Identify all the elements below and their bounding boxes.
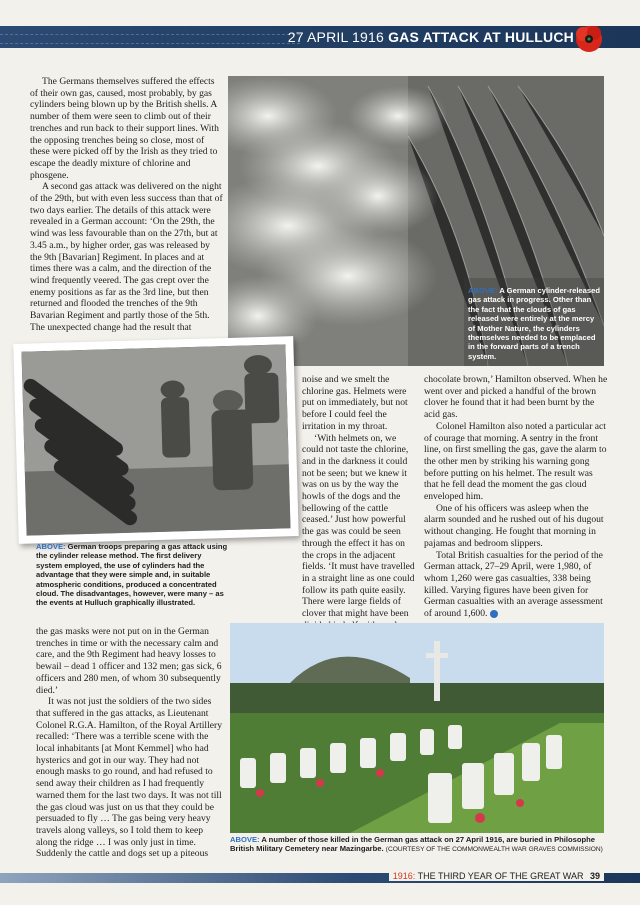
- caption-text: A number of those killed in the German gas attack on 27 April 1916, are buried in Philosophe British Military Cemetery near Mazingarbe.: [230, 835, 596, 854]
- caption-label: ABOVE:: [230, 835, 260, 844]
- paragraph: noise and we smelt the chlorine gas. Helmets were put on immediately, but not before I could feel the irritation in my throat.: [302, 374, 408, 432]
- footer: [389, 871, 604, 881]
- photo3-caption: [230, 835, 606, 855]
- paragraph: the gas masks were not put on in the German trenches in time or with the necessary calm and care, and the 9th Regiment had heavy losses to bewail – dead 1 officer and 132 men; gas sick, 6 officers and 280 men, of whom 30 subsequently died.’: [36, 626, 222, 696]
- column-1: [30, 76, 224, 333]
- caption-text: A German cylinder-released gas attack in progress. Other than the fact that the clouds of gas released were entirely at the mercy of Mother Nature, the cylinders themselves needed to be emplaced in the forward parts of a trench system.: [468, 286, 600, 361]
- cemetery-photo: [230, 623, 604, 833]
- paragraph: A second gas attack was delivered on the night of the 29th, but with even less success than that of two days earlier. The details of this attack were revealed in a German account: ‘On the 29th, the wind was less favourable than on the 27th, but at 3.45 a.m., by higher order, gas was released by the 9th [Bavarian] Regiment. In places and at times there was a calm, and the direction of the wind frequently veered. The gas crept over the enemy positions as far as the 3rd line, but then returned and flooded the trenches of the 9th Bavarian Regiment and partly those of the 5th. The unexpected change had the result that: [30, 181, 223, 333]
- header-title: GAS ATTACK AT HULLUCH: [388, 29, 574, 45]
- column-3: [424, 374, 608, 620]
- paragraph: The Germans themselves suffered the effects of their own gas, caused, most probably, by gas cylinders being blown up by the British shells. A number of them were seen to climb out of their trenches and run back to their support lines. With the opposing trenches being so close, most of these were picked off by the Irish as they tried to escape the deadly mixture of chlorine and phosgene.: [30, 76, 219, 181]
- footer-year: 1916:: [392, 871, 416, 881]
- photo-credit: (COURTESY OF THE COMMONWEALTH WAR GRAVES COMMISSION): [385, 846, 603, 854]
- paragraph: One of his officers was asleep when the alarm sounded and he rushed out of his dugout without changing. He fought that morning in pajamas and bedroom slippers.: [424, 502, 604, 549]
- paragraph: [424, 550, 608, 620]
- photo1-caption: [468, 286, 602, 361]
- caption-label: ABOVE:: [468, 286, 498, 295]
- paragraph: ‘With helmets on, we could not taste the chlorine, and in the darkness it could not be seen; but we knew it was on us by the way the howls of the dogs and the bellowing of the cattle ceased.’ Just how powerful the gas was could be seen through the effect it has on the crops in the adjacent fields. ‘It must have travelled in a straight line as one could follow its path quite easily. There were large fields of clover that might have been: [302, 432, 415, 620]
- closing-text: Total British casualties for the period of the German attack, 27–29 April, were 1,980, of whom 1,260 were gas casualties, 338 being killed. Varying figures have been given for German casualties with an average assessment of around 1,600.: [424, 549, 603, 620]
- poppy-icon: [574, 24, 604, 54]
- column-1-continued: [36, 626, 224, 860]
- paragraph: It was not just the soldiers of the two sides that suffered in the gas attacks, as Lieutenant Colonel R.G.A. Hamilton, of the Royal Artillery recalled: ‘There was a terrible scene with the local inhabitants [at Mont Kemmel] who had hysterics and got in our way. They had not enough masks to go round, and had refused to send away their children as I had frequently warned them for the last two days. It was not till the gas cloud was just on us that they could be persuaded to fly … The gas being very heavy travels along valleys, so I told them to keep along the ridge … I was only just in time. Suddenly the cattle and dogs set up a piteous: [36, 696, 222, 860]
- footer-text: THE THIRD YEAR OF THE GREAT WAR: [417, 871, 584, 881]
- page-title: [288, 29, 574, 45]
- paragraph: Colonel Hamilton also noted a particular act of courage that morning. A sentry in the front line, on first smelling the gas, gave the alarm to the other men by striking his warning gong before putting on his helmet. The result was that he fell dead the moment the gas cloud enveloped him.: [424, 420, 607, 503]
- paragraph: chocolate brown,’ Hamilton observed. When he went over and picked a handful of the brown clover he found that it had been burnt by the acid gas.: [424, 374, 608, 421]
- page-number: 39: [589, 871, 600, 881]
- column-2: [230, 374, 418, 655]
- end-mark-icon: [490, 610, 498, 618]
- caption-text: German troops preparing a gas attack using the cylinder release method. The first delivery system employed, the use of cylinders had the advantage that they were simple and, in suitable atmospheric conditions, produced a concentrated cloud. The disadvantages, however, were many – as the events at Hulluch graphically illustrated.: [36, 542, 228, 608]
- header-date: 27 APRIL 1916: [287, 29, 384, 45]
- photo2-caption: [36, 542, 228, 608]
- caption-label: ABOVE:: [36, 542, 66, 551]
- header-decoration: [0, 34, 300, 44]
